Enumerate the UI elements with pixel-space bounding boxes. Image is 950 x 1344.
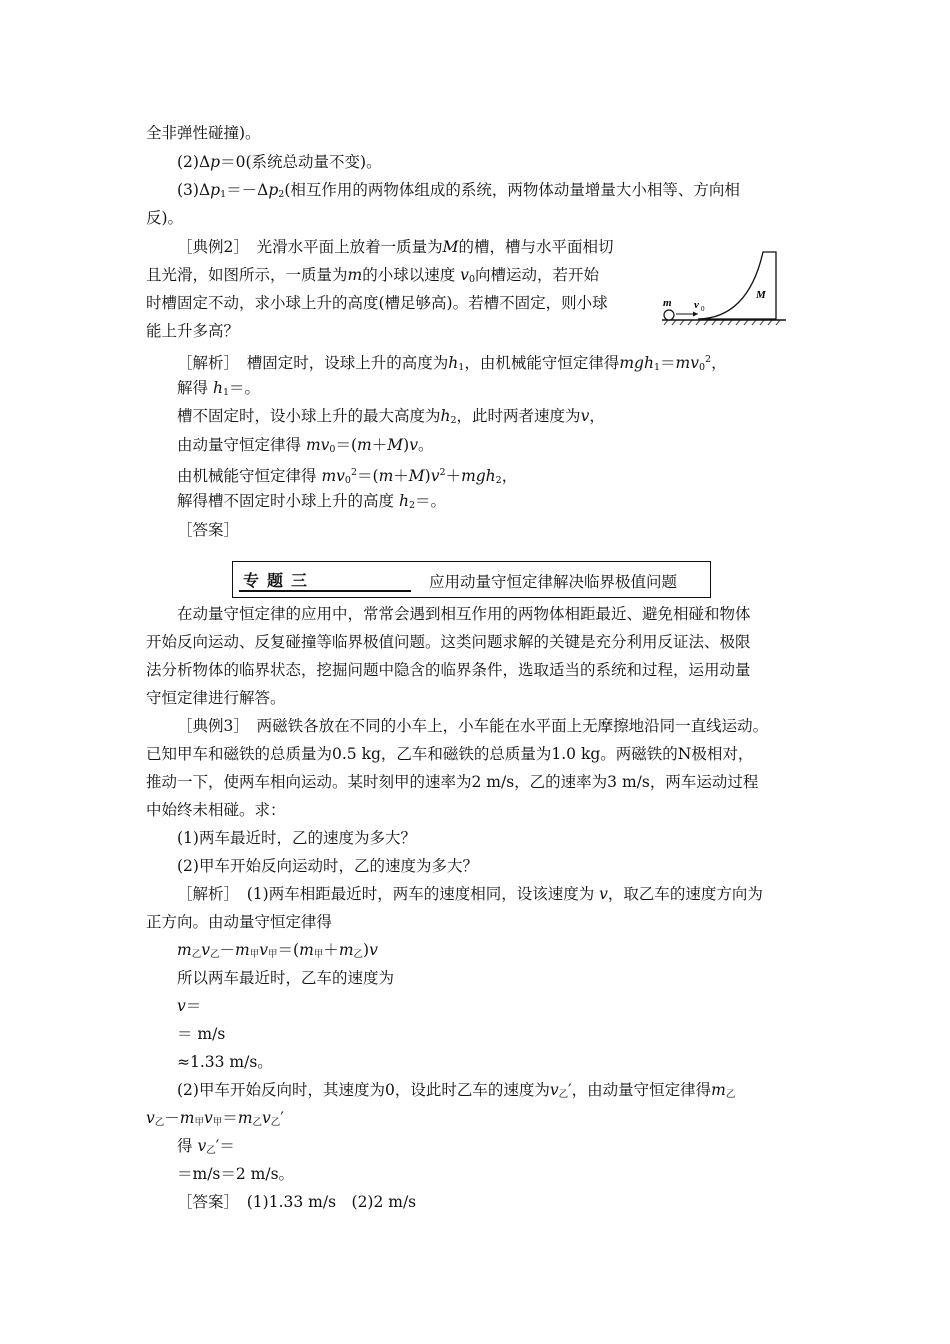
ball-mass-label: m — [663, 297, 672, 309]
text-line: 由动量守恒定律得 $mv_0=(m+M)v$。 — [177, 436, 434, 455]
trough-shape — [698, 252, 776, 319]
text-line: 由机械能守恒定律得 $mv_0^2=(m+M)v^2+mgh_2$， — [177, 467, 518, 486]
text-line: ［解析］ (1)两车相距最近时，两车的速度相同，设该速度为 v，取乙车的速度方向为 — [177, 885, 763, 903]
text-line: ［典例2］ 光滑水平面上放着一质量为M的槽，槽与水平面相切 — [177, 238, 614, 256]
equation-line: $v_乙-m_甲v_甲=m_乙v_乙'$ — [146, 1109, 284, 1128]
banner-title: 应用动量守恒定律解决临界极值问题 — [429, 573, 678, 591]
ground-hatch — [664, 320, 780, 325]
ball — [664, 310, 674, 320]
text-line: 开始反向运动、反复碰撞等临界极值问题。这类问题求解的关键是充分利用反证法、极限 — [146, 633, 751, 651]
equation-line: ＝m/s＝2 m/s。 — [177, 1165, 295, 1183]
section-banner — [232, 561, 711, 598]
text-line: 守恒定律进行解答。 — [146, 689, 286, 707]
banner-label-box — [239, 568, 411, 592]
equation-line: ≈1.33 m/s。 — [177, 1053, 273, 1071]
text-line: 所以两车最近时，乙车的速度为 — [177, 969, 395, 987]
equation-line: ＝ m/s — [177, 1025, 226, 1043]
text-line: 且光滑，如图所示，一质量为m的小球以速度 $v_0$向槽运动，若开始 — [146, 266, 599, 285]
text-line: (2)Δp＝0(系统总动量不变)。 — [177, 153, 382, 171]
text-line: ［解析］ 槽固定时，设球上升的高度为$h_1$，由机械能守恒定律得$mgh_1=mv_0^2$， — [177, 354, 727, 373]
text-line: 中始终未相碰。求： — [146, 801, 286, 819]
velocity-sub: 0 — [701, 305, 705, 313]
text-line: 在动量守恒定律的应用中，常常会遇到相互作用的两物体相距最近、避免相碰和物体 — [177, 605, 751, 623]
text-line: 法分析物体的临界状态，挖掘问题中隐含的临界条件，选取适当的系统和过程，运用动量 — [146, 661, 751, 679]
text-line: $(3)\Delta p_1=-\Delta p_2$(相互作用的两物体组成的系统，两物体动量增量大小相等、方向相 — [177, 181, 740, 200]
answer-label: ［答案］ — [177, 521, 240, 539]
text-line: (2)甲车开始反向时，其速度为0，设此时乙车的速度为$v_乙'$，由动量守恒定律得$m_乙$ — [177, 1081, 736, 1100]
text-line: 全非弹性碰撞)。 — [146, 124, 261, 142]
banner-label: 专题三 — [243, 571, 316, 590]
answer-label: ［答案］ (1)1.33 m/s (2)2 m/s — [177, 1193, 417, 1211]
text-line: 解得 $h_1=$。 — [177, 379, 260, 398]
arrow-head — [693, 312, 698, 317]
text-line: 已知甲车和磁铁的总质量为0.5 kg，乙车和磁铁的总质量为1.0 kg。两磁铁的N极相对， — [146, 745, 754, 763]
text-line: 时槽固定不动，求小球上升的高度(槽足够高)。若槽不固定，则小球 — [146, 294, 608, 312]
text-line: 反)。 — [146, 209, 184, 227]
text-line: 槽不固定时，设小球上升的最大高度为$h_2$，此时两者速度为v， — [177, 407, 605, 426]
equation-line: v＝ — [177, 997, 202, 1015]
trough-figure — [658, 248, 788, 328]
text-line: ［典例3］ 两磁铁各放在不同的小车上，小车能在水平面上无摩擦地沿同一直线运动。 — [177, 717, 769, 735]
trough-mass-label: M — [756, 289, 766, 301]
question-1: (1)两车最近时，乙的速度为多大？ — [177, 829, 416, 847]
velocity-label: v — [694, 299, 699, 311]
text-line: 能上升多高？ — [146, 322, 240, 340]
question-2: (2)甲车开始反向运动时，乙的速度为多大？ — [177, 857, 478, 875]
equation-line: $m_乙v_乙-m_甲v_甲=(m_甲+m_乙)v$ — [177, 941, 378, 960]
text-line: 推动一下，使两车相向运动。某时刻甲的速率为2 m/s，乙的速率为3 m/s，两车运动过程 — [146, 773, 759, 791]
text-line: 解得槽不固定时小球上升的高度 $h_2=$。 — [177, 492, 446, 511]
text-line: 正方向。由动量守恒定律得 — [146, 913, 333, 931]
equation-line: 得 $v_乙'=$ — [177, 1137, 235, 1156]
